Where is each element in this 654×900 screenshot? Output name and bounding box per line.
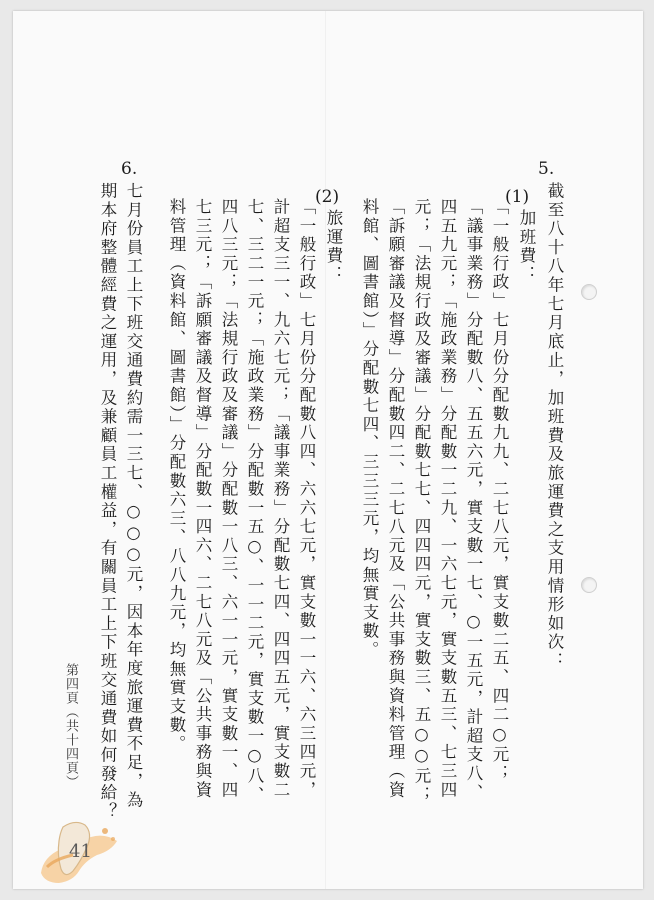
subsection-title: 旅運費： [324,209,343,285]
subsection-number: (1) [505,187,530,207]
text-line: 料館、圖書館）」分配數七四、三三三元，均無實支數。 [360,198,379,660]
taiwan-map-logo-icon [33,811,125,889]
page-folio: 第四頁（共十四頁） [63,663,78,789]
text-line: 料管理（資料館、圖書館）」分配數六三、八八九元，均無實支數。 [167,198,186,754]
page-fold [325,11,326,889]
binder-hole [581,284,597,300]
text-line: 計超支三一、九六七元；「議事業務」分配數七四、四四五元，實支數二 [271,198,290,800]
section-heading: 截至八十八年七月底止，加班費及旅運費之支用情形如次： [545,182,564,671]
subsection-number: (2) [315,187,340,207]
logo-graphic [33,811,125,889]
text-line: 七三元；「訴願審議及督導」分配數一四六、二七八元及「公共事務與資 [193,198,212,800]
text-line: 七、三二一元；「施政業務」分配數一五○、一一二元，實支數一○八、 [245,198,264,805]
text-line: 期本府整體經費之運用，及兼顧員工權益，有關員工上下班交通費如何發給？ [98,182,117,822]
text-line: 四五九元；「施政業務」分配數一二九、一六七元，實支數五三、七三四 [438,198,457,800]
text-line: 四八三元；「法規行政及審議」分配數一八三、六一一元，實支數一、四 [219,198,238,800]
logo-number: 41 [69,841,92,862]
subsection-title: 加班費： [517,209,536,285]
text-line: 「一般行政」七月份分配數八四、六六七元，實支數一一六、六三四元， [297,198,316,800]
text-line: 「一般行政」七月份分配數九九、二七八元，實支數二五、四二○元； [490,198,509,784]
section-number: 5. [538,159,555,179]
text-line: 「訴願審議及督導」分配數四二、二七八元及「公共事務與資料管理（資 [386,198,405,800]
text-line: 「議事業務」分配數八、五五六元，實支數一七、○一五元，計超支八、 [464,198,483,803]
text-line: 元；「法規行政及審議」分配數七七、四四四元，實支數三、五○○元； [412,198,431,805]
binder-hole [581,577,597,593]
section-number: 6. [121,159,138,179]
text-line: 七月份員工上下班交通費約需一三七、○○○元，因本年度旅運費不足，為 [124,182,143,810]
document-page [13,11,643,889]
